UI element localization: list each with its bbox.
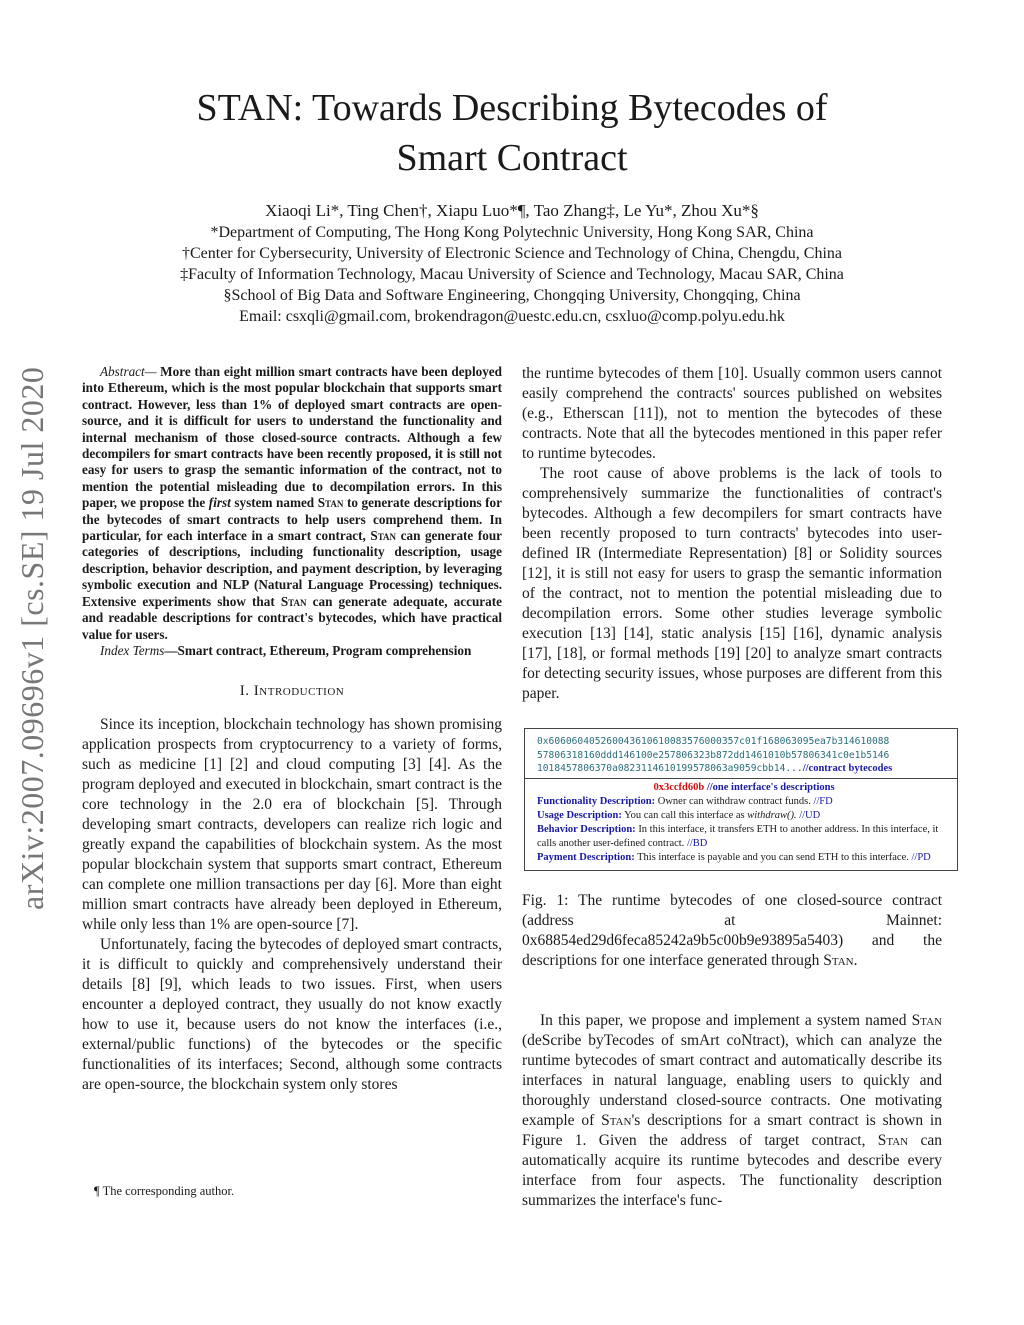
interface-selector: 0x3ccfd60b //one interface's descriptions <box>653 781 835 793</box>
title-line-2: Smart Contract <box>396 137 628 179</box>
right-paragraph-2: The root cause of above problems is the lack of tools to comprehensively summarize the functionalities of contract's bytecodes. Although a few decompilers for smart contracts have been recently proposed to turn contracts' bytecodes into user-defined IR (Intermediate Representation) [8] or Solidity sources [12], it is still not easy for users to grasp the semantic information of the contract, not to mention the potential misleading due to decompilation errors. Some other studies leverage symbolic execution [13] [14], static analysis [15] [16], dynamic analysis [17], [18], or formal methods [19] [20] to analyze smart contracts for detecting security issues, whose purposes are different from this paper. <box>522 465 942 702</box>
functionality-description: Functionality Description: Owner can withdraw contract funds. //FD <box>537 795 833 807</box>
affiliation-4: §School of Big Data and Software Engineering, Chongqing University, Chongqing, China <box>223 287 801 304</box>
abstract: Abstract— More than eight million smart contracts have been deployed into Ethereum, which is the most popular blockchain that supports smart contract. However, less than 1% of deployed smart contracts are open-source, and it is difficult for users to understand the functionality and internal mechanism of those closed-source contracts. Although a few decompilers for smart contracts have been recently proposed, it is still not easy for users to grasp the semantic information of the contract, not to mention the potential misleading due to decompilation errors. In this paper, we propose the first system named Stan to generate descriptions for the bytecodes of smart contracts to help users comprehend them. In particular, for each interface in a smart contract, Stan can generate four categories of descriptions, including functionality description, usage description, behavior description, and payment description, by leveraging symbolic execution and NLP (Natural Language Processing) techniques. Extensive experiments show that Stan can generate adequate, accurate and readable descriptions for contract's bytecodes, which have practical value for users. <box>82 364 503 642</box>
bytecode-label: //contract bytecodes <box>802 763 893 774</box>
intro-paragraph-2: Unfortunately, facing the bytecodes of deployed smart contracts, it is difficult to quickly and comprehensively understand their details [8] [9], which leads to two issues. First, when users encounter a deployed contract, they usually do not know exactly how to use it, because users do not know the interfaces (i.e., external/public functions) of the bytecodes or the specific functionalities of its interfaces; Second, although some contracts are open-source, the blockchain system only stores <box>82 936 502 1094</box>
usage-description: Usage Description: You can call this interface as withdraw(). //UD <box>537 809 821 821</box>
bytecode-line-1: 0x606060405260043610610083576000357c01f168063095ea7b314610088 <box>537 736 890 747</box>
footnote: ¶ The corresponding author. <box>94 1184 235 1198</box>
affiliation-2: †Center for Cybersecurity, University of Electronic Science and Technology of China, Chengdu, China <box>181 245 843 262</box>
bytecode-line-2: 57806318160ddd146100e257806323b872dd1461010b57806341c0e1b5146 <box>537 749 890 761</box>
left-column <box>82 364 502 1095</box>
behavior-description: Behavior Description: In this interface, it transfers ETH to another address. In this interface, it calls another user-defined contract. //BD <box>537 823 939 849</box>
arxiv-sidebar-id: arXiv:2007.09696v1 [cs.SE] 19 Jul 2020 <box>14 366 50 910</box>
paper-title <box>0 83 1024 183</box>
right-column <box>522 364 942 1211</box>
figure-1-box <box>524 728 958 871</box>
figure-1-caption: Fig. 1: The runtime bytecodes of one closed-source contract (address at Mainnet: 0x68854ed29d6feca85242a9b5c00b9e93895a5403) and the descriptions for one interface generated through Stan. <box>522 891 942 969</box>
author-block <box>0 200 1024 327</box>
payment-description: Payment Description: This interface is payable and you can send ETH to this interface. //PD <box>537 851 931 863</box>
index-terms: Index Terms—Smart contract, Ethereum, Program comprehension <box>100 642 472 658</box>
intro-paragraph-1: Since its inception, blockchain technology has shown promising application prospects from cryptocurrency to a variety of forms, such as medicine [1] [2] and cloud computing [3] [4]. As the program deployed and executed in blockchain, smart contract is the core technology in the 2.0 era of blockchain [5]. Through developing smart contracts, developers can realize rich logic and greatly expand the capabilities of blockchain system. As the most popular blockchain system that supports smart contract, Ethereum can complete one million transactions per day [6]. More than eight million smart contracts have already been deployed in Ethereum, while only less than 1% are open-source [7]. <box>82 716 502 934</box>
bytecode-line-3: 1018457806370a0823114610199578063a9059cbb14...//contract bytecodes <box>537 763 893 774</box>
author-emails: Email: csxqli@gmail.com, brokendragon@uestc.edu.cn, csxluo@comp.polyu.edu.hk <box>239 308 785 325</box>
author-names: Xiaoqi Li*, Ting Chen†, Xiapu Luo*¶, Tao Zhang‡, Le Yu*, Zhou Xu*§ <box>265 201 759 220</box>
right-paragraph-1: the runtime bytecodes of them [10]. Usually common users cannot easily comprehend the contracts' sources published on websites (e.g., Etherscan [11]), not to mention the bytecodes of these contracts. Note that all the bytecodes mentioned in this paper refer to runtime bytecodes. <box>522 365 942 462</box>
affiliation-1: *Department of Computing, The Hong Kong Polytechnic University, Hong Kong SAR, China <box>210 224 814 241</box>
title-line-1: STAN: Towards Describing Bytecodes of <box>196 87 828 129</box>
abstract-label: Abstract— <box>100 364 157 379</box>
abstract-emphasis: first <box>208 495 231 511</box>
section-heading-introduction: I. Introduction <box>239 683 345 700</box>
right-paragraph-3: In this paper, we propose and implement a system named Stan (deScribe byTecodes of smArt coNtract), which can analyze the runtime bytecodes of smart contract and automatically describe its interfaces in natural language, enabling users to quickly and thoroughly understand closed-source contracts. One motivating example of Stan's descriptions for a smart contract is shown in Figure 1. Given the address of target contract, Stan can automatically acquire its runtime bytecodes and describe every interface from four aspects. The functionality description summarizes the interface's func- <box>522 1011 942 1209</box>
affiliation-3: ‡Faculty of Information Technology, Macau University of Science and Technology, Macau SAR, China <box>180 266 844 283</box>
